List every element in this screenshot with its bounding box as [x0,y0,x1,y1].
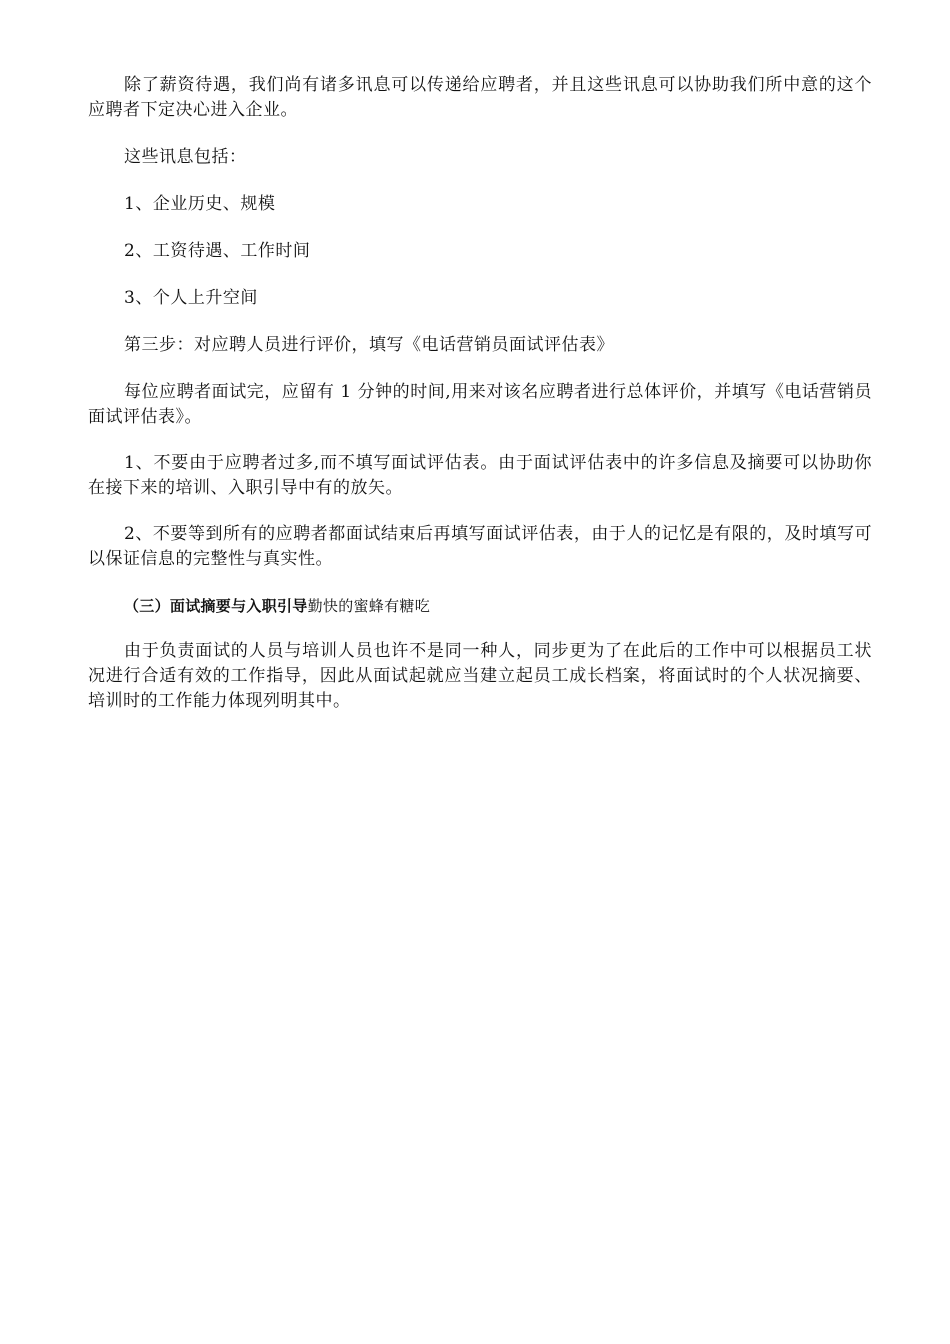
section-heading-tail: 勤快的蜜蜂有糖吃 [307,597,431,615]
list-item: 3、个人上升空间 [124,288,258,308]
info-list-intro: 这些讯息包括： [124,147,247,167]
section-heading-title: （三）面试摘要与入职引导 [124,597,308,615]
list-item: 1、企业历史、规模 [124,194,276,214]
note-paragraph: 1、不要由于应聘者过多,而不填写面试评估表。由于面试评估表中的许多信息及摘要可以协助你在接下来的培训、入职引导中有的放矢。 [88,453,872,498]
evaluation-paragraph: 每位应聘者面试完，应留有 1 分钟的时间,用来对该名应聘者进行总体评价，并填写《电话营销员面试评估表》。 [88,382,872,427]
step-three-heading: 第三步：对应聘人员进行评价，填写《电话营销员面试评估表》 [124,335,614,355]
list-item: 2、工资待遇、工作时间 [124,241,311,261]
intro-paragraph: 除了薪资待遇，我们尚有诸多讯息可以传递给应聘者，并且这些讯息可以协助我们所中意的这个应聘者下定决心进入企业。 [88,75,872,120]
document-page [88,73,872,714]
note-paragraph: 2、不要等到所有的应聘者都面试结束后再填写面试评估表，由于人的记忆是有限的，及时填写可以保证信息的完整性与真实性。 [88,524,872,569]
section-heading [88,594,872,618]
closing-paragraph: 由于负责面试的人员与培训人员也许不是同一种人，同步更为了在此后的工作中可以根据员工状况进行合适有效的工作指导，因此从面试起就应当建立起员工成长档案，将面试时的个人状况摘要、培训时的工作能力体现列明其中。 [88,641,872,711]
